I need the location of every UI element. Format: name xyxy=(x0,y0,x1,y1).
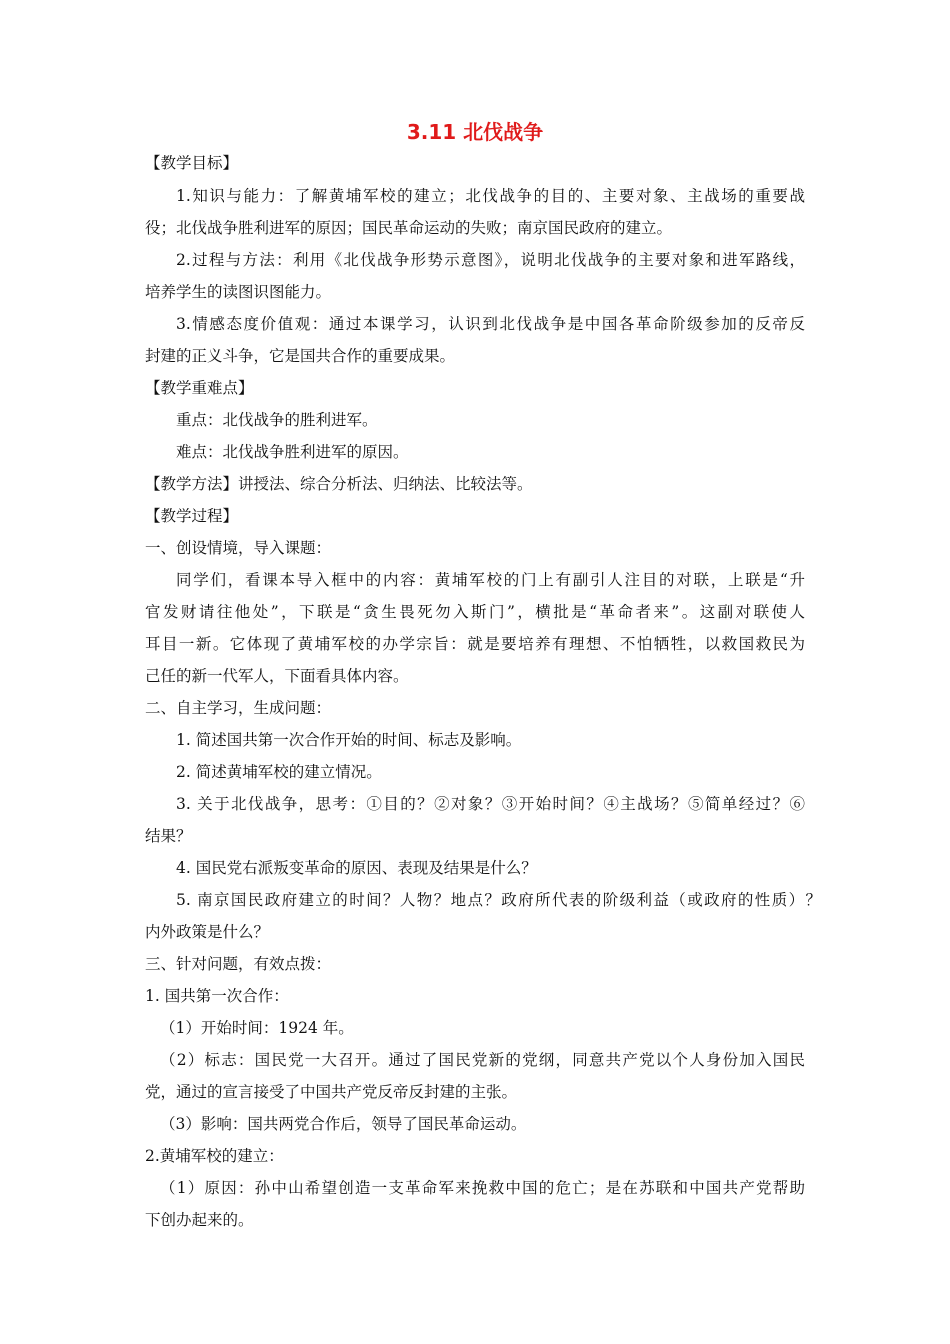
goal-2-line-2: 培养学生的读图识图能力。 xyxy=(145,283,332,301)
question-5-line-1: 5. 南京国民政府建立的时间？人物？地点？政府所代表的阶级利益（或政府的性质）？ xyxy=(176,891,821,909)
goal-1-line-2: 役；北伐战争胜利进军的原因；国民革命运动的失败；南京国民政府的建立。 xyxy=(145,219,673,237)
heading-teaching-methods: 【教学方法】讲授法、综合分析法、归纳法、比较法等。 xyxy=(145,475,533,493)
section-3-heading: 三、针对问题，有效点拨： xyxy=(145,955,332,973)
section-1-heading: 一、创设情境，导入课题： xyxy=(145,539,332,557)
answer-1-item-2-line-2: 党，通过的宣言接受了中国共产党反帝反封建的主张。 xyxy=(145,1083,518,1101)
answer-2-heading: 2.黄埔军校的建立： xyxy=(145,1147,284,1165)
question-4: 4. 国民党右派叛变革命的原因、表现及结果是什么？ xyxy=(176,859,537,877)
answer-1-heading: 1. 国共第一次合作： xyxy=(145,987,289,1005)
key-point: 重点：北伐战争的胜利进军。 xyxy=(176,411,378,429)
question-3-line-1: 3. 关于北伐战争，思考：①目的？②对象？③开始时间？④主战场？⑤简单经过？⑥ xyxy=(176,795,805,813)
goal-3-line-1: 3.情感态度价值观：通过本课学习，认识到北伐战争是中国各革命阶级参加的反帝反 xyxy=(176,315,805,333)
question-1: 1. 简述国共第一次合作开始的时间、标志及影响。 xyxy=(176,731,522,749)
difficult-point: 难点：北伐战争胜利进军的原因。 xyxy=(176,443,409,461)
section-2-heading: 二、自主学习，生成问题： xyxy=(145,699,332,717)
heading-teaching-process: 【教学过程】 xyxy=(145,507,239,525)
intro-paragraph-line-4: 己任的新一代军人，下面看具体内容。 xyxy=(145,667,409,685)
page-title: 3.11 北伐战争 xyxy=(406,120,544,144)
intro-paragraph-line-2: 官发财请往他处”，下联是“贪生畏死勿入斯门”，横批是“革命者来”。这副对联使人 xyxy=(145,603,805,621)
goal-1-line-1: 1.知识与能力：了解黄埔军校的建立；北伐战争的目的、主要对象、主战场的重要战 xyxy=(176,187,805,205)
heading-teaching-goals: 【教学目标】 xyxy=(145,154,239,172)
question-3-line-2: 结果？ xyxy=(145,827,192,845)
intro-paragraph-line-3: 耳目一新。它体现了黄埔军校的办学宗旨：就是要培养有理想、不怕牺牲，以救国救民为 xyxy=(145,635,805,653)
goal-3-line-2: 封建的正义斗争，它是国共合作的重要成果。 xyxy=(145,347,456,365)
answer-2-item-1-line-2: 下创办起来的。 xyxy=(145,1211,254,1229)
question-5-line-2: 内外政策是什么？ xyxy=(145,923,270,941)
intro-paragraph-line-1: 同学们，看课本导入框中的内容：黄埔军校的门上有副引人注目的对联，上联是“升 xyxy=(176,571,805,589)
answer-2-item-1-line-1: （1）原因：孙中山希望创造一支革命军来挽救中国的危亡；是在苏联和中国共产党帮助 xyxy=(160,1179,805,1197)
heading-key-points: 【教学重难点】 xyxy=(145,379,254,397)
goal-2-line-1: 2.过程与方法：利用《北伐战争形势示意图》，说明北伐战争的主要对象和进军路线， xyxy=(176,251,805,269)
answer-1-item-2-line-1: （2）标志：国民党一大召开。通过了国民党新的党纲，同意共产党以个人身份加入国民 xyxy=(160,1051,805,1069)
question-2: 2. 简述黄埔军校的建立情况。 xyxy=(176,763,382,781)
answer-1-item-3: （3）影响：国共两党合作后，领导了国民革命运动。 xyxy=(160,1115,527,1133)
answer-1-item-1: （1）开始时间：1924 年。 xyxy=(160,1019,354,1037)
